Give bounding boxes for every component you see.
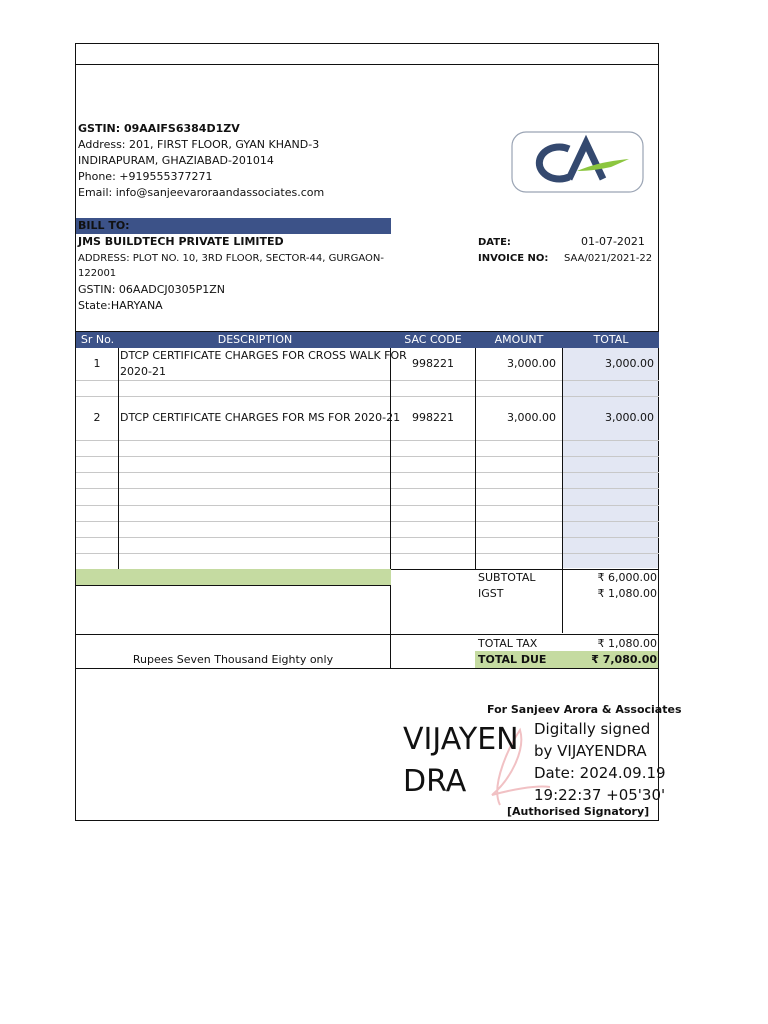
table-row-separator [76, 537, 659, 538]
invoice-number-label: INVOICE NO: [478, 253, 549, 264]
table-row-separator [76, 472, 659, 473]
row2-amount: 3,000.00 [507, 411, 556, 424]
date-value: 01-07-2021 [581, 235, 645, 248]
row2-description-line1: DTCP CERTIFICATE CHARGES FOR MS FOR 2020-21 [120, 411, 401, 424]
total-tax-label: TOTAL TAX [478, 637, 538, 650]
tax-top-border [75, 634, 659, 635]
company-email: Email: info@sanjeevaroraandassociates.com [78, 186, 325, 199]
company-phone: Phone: +919555377271 [78, 170, 213, 183]
header-total: TOTAL [593, 333, 629, 346]
client-gstin: GSTIN: 06AADCJ0305P1ZN [78, 283, 226, 296]
table-row-separator [76, 488, 659, 489]
client-state: State:HARYANA [78, 299, 163, 312]
igst-value: ₹ 1,080.00 [597, 587, 657, 600]
date-label: DATE: [478, 237, 511, 248]
col-line-2 [390, 348, 391, 669]
col-line-3 [475, 348, 476, 569]
total-due-value: ₹ 7,080.00 [591, 653, 657, 666]
ca-logo [511, 131, 644, 193]
table-row-separator [76, 505, 659, 506]
subtotal-label: SUBTOTAL [478, 571, 536, 584]
table-row-separator [76, 521, 659, 522]
table-row-separator [76, 396, 659, 397]
table-header [76, 332, 659, 348]
amount-in-words: Rupees Seven Thousand Eighty only [132, 653, 334, 666]
col-line-1 [118, 348, 119, 569]
digital-signature-line2: by VIJAYENDRA [534, 742, 647, 760]
authorised-signatory: [Authorised Signatory] [507, 805, 650, 818]
total-column-shade [563, 348, 658, 568]
table-row-separator [76, 553, 659, 554]
row2-total: 3,000.00 [605, 411, 654, 424]
row2-sac: 998221 [412, 411, 454, 424]
client-address-line1: ADDRESS: PLOT NO. 10, 3RD FLOOR, SECTOR-44, GURGAON- [78, 253, 384, 264]
row1-total: 3,000.00 [605, 357, 654, 370]
bill-to-heading: BILL TO: [78, 219, 130, 232]
row1-description-line1: DTCP CERTIFICATE CHARGES FOR CROSS WALK FOR [120, 349, 407, 362]
company-address-line1: Address: 201, FIRST FLOOR, GYAN KHAND-3 [78, 138, 320, 151]
total-tax-value: ₹ 1,080.00 [597, 637, 657, 650]
row1-sac: 998221 [412, 357, 454, 370]
invoice-number-value: SAA/021/2021-22 [564, 253, 653, 264]
digital-signature-line3: Date: 2024.09.19 [534, 764, 666, 782]
green-bar-bottom [75, 585, 391, 586]
total-due-label: TOTAL DUE [478, 653, 547, 666]
client-name: JMS BUILDTECH PRIVATE LIMITED [78, 235, 284, 248]
signer-name-line1: VIJAYEN [403, 722, 519, 757]
digital-signature-line4: 19:22:37 +05'30' [534, 786, 666, 804]
header-description: DESCRIPTION [217, 333, 293, 346]
bill-to-bar [76, 218, 391, 234]
logo-text: CA [511, 131, 513, 132]
company-address-line2: INDIRAPURAM, GHAZIABAD-201014 [78, 154, 274, 167]
row1-amount: 3,000.00 [507, 357, 556, 370]
company-gstin: GSTIN: 09AAIFS6384D1ZV [78, 122, 240, 135]
for-company: For Sanjeev Arora & Associates [487, 703, 682, 716]
row1-sr: 1 [93, 357, 101, 370]
table-row-separator [76, 440, 659, 441]
header-sac: SAC CODE [404, 333, 462, 346]
header-sr: Sr No. [80, 333, 115, 346]
igst-label: IGST [478, 587, 504, 600]
subtotal-value: ₹ 6,000.00 [597, 571, 657, 584]
row2-sr: 2 [93, 411, 101, 424]
table-row-separator [76, 380, 659, 381]
top-divider [75, 64, 659, 65]
row1-description-line2: 2020-21 [120, 365, 166, 378]
digital-signature-line1: Digitally signed [534, 720, 651, 738]
summary-bottom-border [75, 668, 659, 669]
client-address-line2: 122001 [78, 268, 117, 279]
table-row-separator [76, 456, 659, 457]
green-bar [76, 569, 391, 585]
header-amount: AMOUNT [494, 333, 544, 346]
signer-name-line2: DRA [403, 764, 467, 799]
